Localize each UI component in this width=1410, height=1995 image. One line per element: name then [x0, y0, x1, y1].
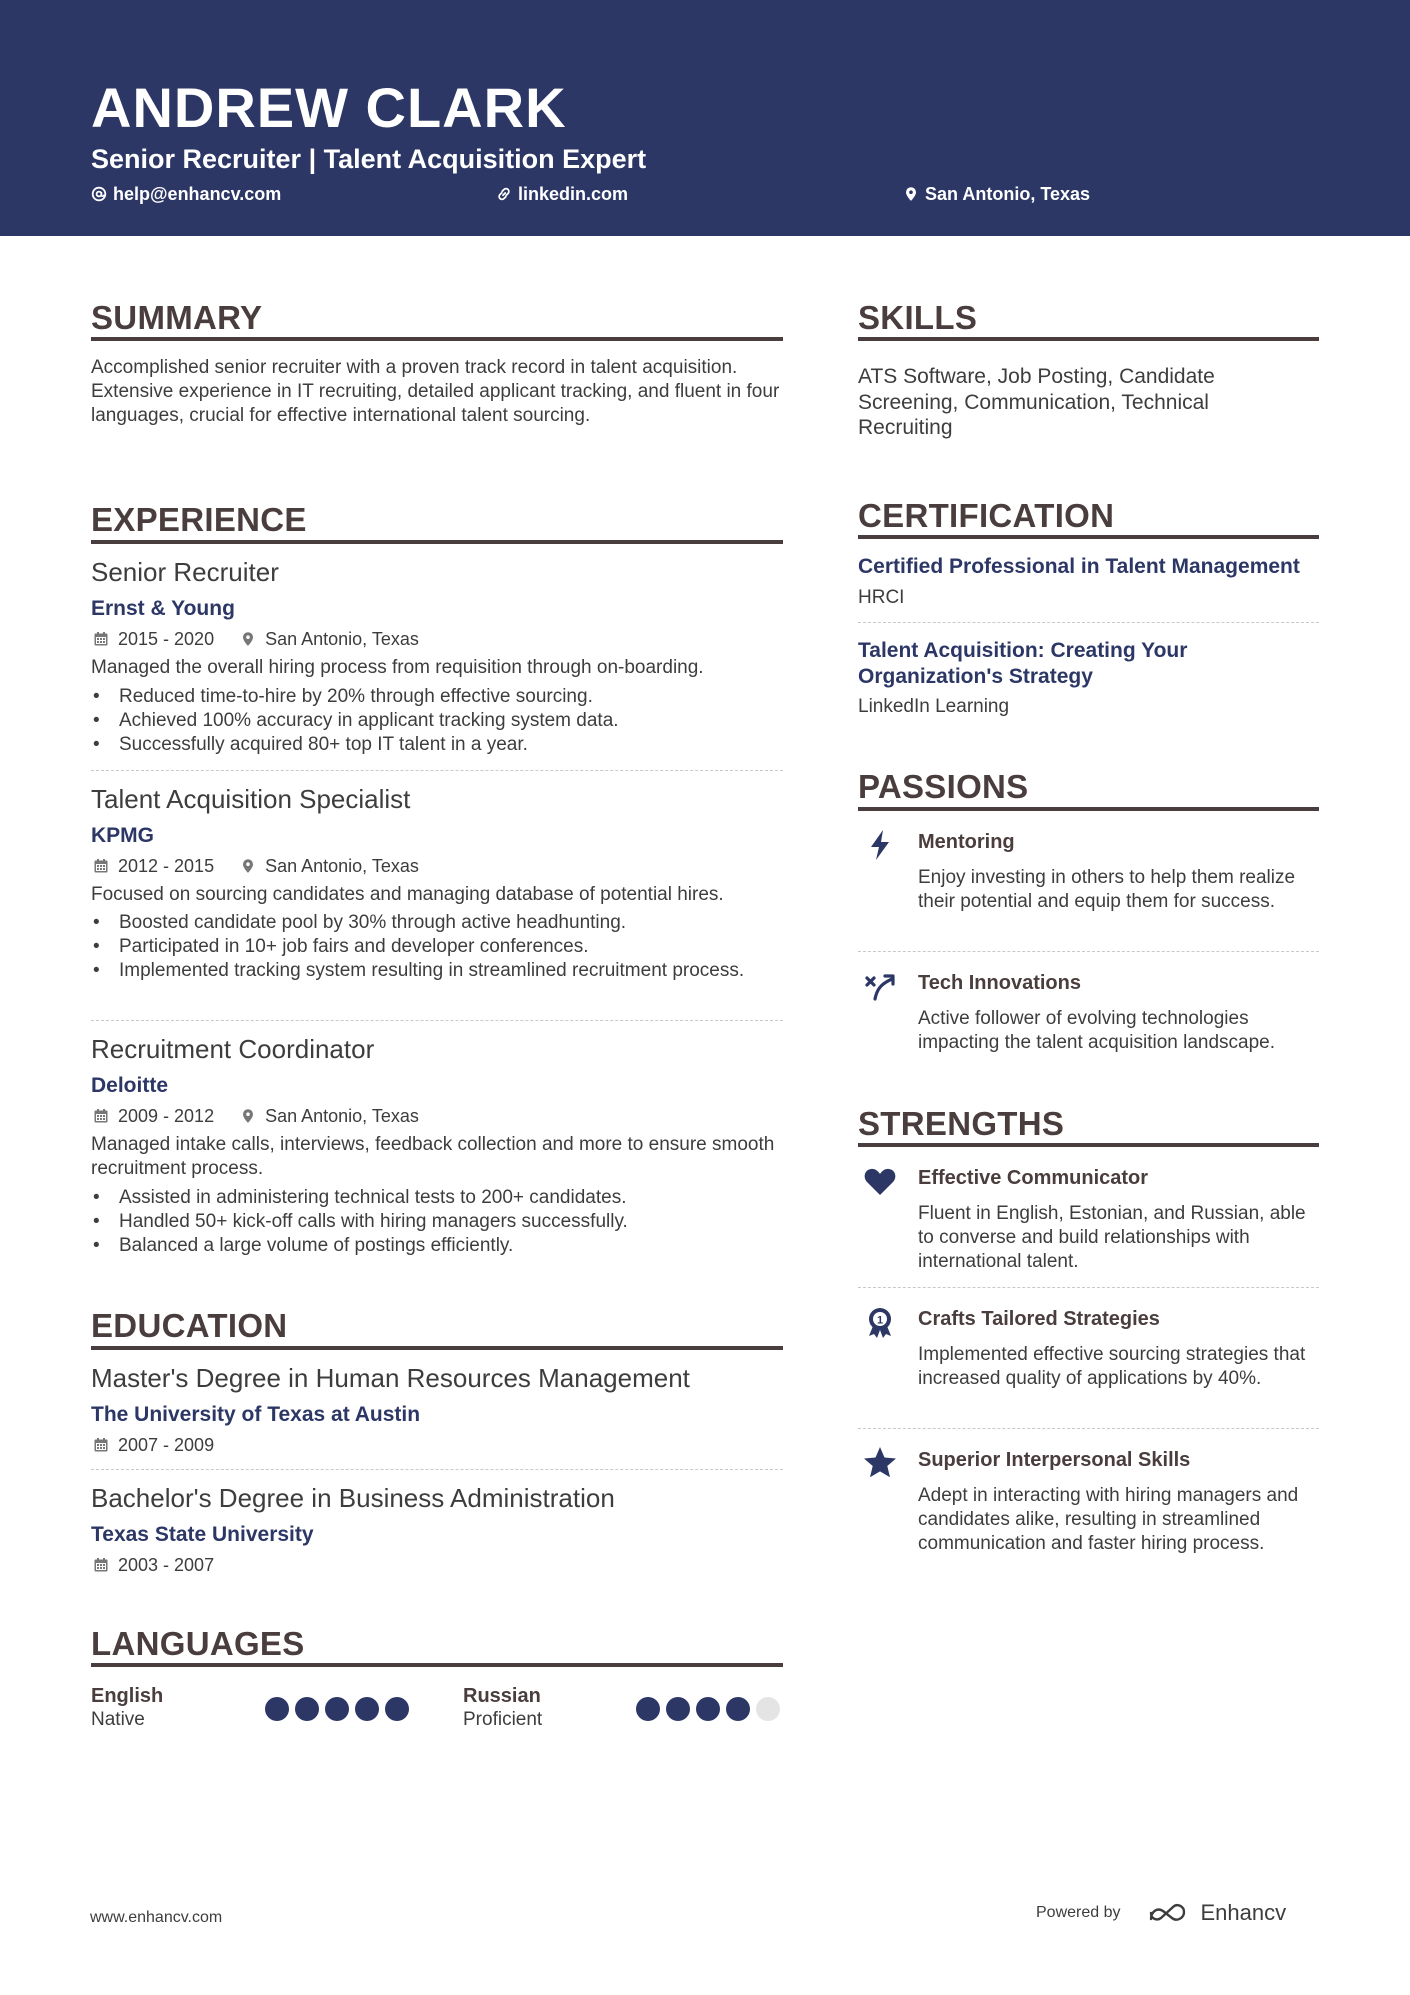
experience-heading: EXPERIENCE — [91, 501, 307, 538]
languages-heading: LANGUAGES — [91, 1625, 305, 1662]
candidate-name: ANDREW CLARK — [91, 76, 567, 139]
job-role: Senior Recruiter — [91, 557, 279, 587]
skills-rule — [858, 337, 1319, 341]
summary-rule — [91, 337, 783, 341]
languages-rule — [91, 1663, 783, 1667]
link-icon — [496, 186, 512, 202]
candidate-title: Senior Recruiter | Talent Acquisition Expert — [91, 144, 647, 174]
language-name: Russian — [463, 1685, 541, 1707]
school-name: Texas State University — [91, 1523, 314, 1546]
strength-title: Crafts Tailored Strategies — [918, 1308, 1160, 1330]
job-company: Deloitte — [91, 1074, 169, 1097]
certificate-title: Certified Professional in Talent Management — [858, 555, 1300, 578]
job-company: KPMG — [91, 824, 154, 847]
summary-heading: SUMMARY — [91, 299, 263, 336]
job-role: Talent Acquisition Specialist — [91, 784, 411, 814]
education-meta — [93, 1553, 214, 1577]
job-location: San Antonio, Texas — [265, 629, 419, 649]
skills-list: ATS Software, Job Posting, Candidate Screening, Communication, Technical Recruiting — [858, 365, 1215, 439]
degree-title: Master's Degree in Human Resources Management — [91, 1363, 690, 1393]
education-dates: 2007 - 2009 — [118, 1435, 215, 1455]
rating-dot-filled — [385, 1697, 409, 1721]
divider — [91, 1469, 783, 1470]
summary-text: Accomplished senior recruiter with a proven track record in talent acquisition. Extensive experience in IT recruiting, detailed applicant tracking, and fluent in four languages, crucial for effective international talent sourcing. — [91, 357, 780, 426]
job-location: San Antonio, Texas — [265, 856, 419, 876]
rating-dot-filled — [295, 1697, 319, 1721]
job-bullet: • Participated in 10+ job fairs and developer conferences. — [91, 935, 783, 959]
job-meta — [93, 1104, 419, 1128]
linkedin-contact[interactable] — [496, 182, 628, 206]
job-bullet: • Balanced a large volume of postings efficiently. — [91, 1234, 783, 1258]
divider — [858, 622, 1319, 623]
skills-heading: SKILLS — [858, 299, 978, 336]
map-pin-icon — [240, 1108, 256, 1124]
education-rule — [91, 1346, 783, 1350]
strengths-rule — [858, 1143, 1319, 1147]
map-pin-icon — [240, 858, 256, 874]
calendar-icon — [93, 1557, 109, 1573]
map-pin-icon — [240, 631, 256, 647]
education-dates: 2003 - 2007 — [118, 1555, 215, 1575]
language-rating — [636, 1697, 780, 1721]
job-bullet: • Successfully acquired 80+ top IT talent in a year. — [91, 733, 783, 757]
calendar-icon — [93, 858, 109, 874]
rating-dot-filled — [265, 1697, 289, 1721]
calendar-icon — [93, 1437, 109, 1453]
divider — [858, 951, 1319, 952]
star-icon — [860, 1443, 900, 1483]
map-pin-icon — [903, 186, 919, 202]
at-sign-icon — [91, 186, 107, 202]
passion-title: Tech Innovations — [918, 972, 1081, 994]
enhancv-logo-icon — [1147, 1900, 1193, 1926]
powered-by-text: Powered by — [1036, 1904, 1121, 1921]
svg-text:1: 1 — [876, 1314, 884, 1327]
calendar-icon — [93, 1108, 109, 1124]
job-role: Recruitment Coordinator — [91, 1034, 375, 1064]
language-level: Native — [91, 1709, 145, 1730]
job-meta — [93, 627, 419, 651]
lightning-bolt-icon — [860, 825, 900, 865]
rating-dot-filled — [696, 1697, 720, 1721]
job-dates: 2012 - 2015 — [118, 856, 215, 876]
passions-rule — [858, 807, 1319, 811]
rating-dot-filled — [325, 1697, 349, 1721]
job-bullet: • Reduced time-to-hire by 20% through effective sourcing. — [91, 685, 783, 709]
job-description: Managed intake calls, interviews, feedback collection and more to ensure smooth recruitment process. — [91, 1134, 775, 1179]
job-bullets — [91, 1186, 783, 1258]
divider — [858, 1428, 1319, 1429]
certification-heading: CERTIFICATION — [858, 497, 1115, 534]
location-contact — [903, 182, 1090, 206]
certification-rule — [858, 535, 1319, 539]
job-bullet: • Boosted candidate pool by 30% through active headhunting. — [91, 911, 783, 935]
footer-branding — [1036, 1900, 1286, 1926]
certificate-issuer: LinkedIn Learning — [858, 696, 1010, 717]
job-description: Focused on sourcing candidates and managing database of potential hires. — [91, 884, 724, 905]
calendar-icon — [93, 631, 109, 647]
passion-title: Mentoring — [918, 831, 1015, 853]
heart-icon — [860, 1161, 900, 1201]
email-contact[interactable] — [91, 182, 281, 206]
strength-text: Implemented effective sourcing strategies that increased quality of applications by 40%. — [918, 1344, 1306, 1389]
rating-dot-empty — [756, 1697, 780, 1721]
language-level: Proficient — [463, 1709, 543, 1730]
experience-rule — [91, 540, 783, 544]
job-dates: 2015 - 2020 — [118, 629, 215, 649]
certificate-issuer: HRCI — [858, 587, 905, 608]
job-bullets — [91, 911, 783, 983]
strength-text: Adept in interacting with hiring managers and candidates alike, resulting in streamlined communication and faster hiring process. — [918, 1485, 1299, 1554]
strength-title: Effective Communicator — [918, 1167, 1149, 1189]
strength-text: Fluent in English, Estonian, and Russian, able to converse and build relationships with international talent. — [918, 1203, 1306, 1272]
certificate-title: Talent Acquisition: Creating Your Organization's Strategy — [858, 639, 1188, 688]
divider — [91, 770, 783, 771]
header-banner — [0, 0, 1410, 236]
strength-title: Superior Interpersonal Skills — [918, 1449, 1191, 1471]
enhancv-logo[interactable] — [1147, 1900, 1287, 1926]
email-text: help@enhancv.com — [113, 184, 282, 204]
divider — [858, 1287, 1319, 1288]
job-bullet: • Implemented tracking system resulting in streamlined recruitment process. — [91, 959, 783, 983]
route-arrow-icon — [860, 966, 900, 1006]
award-ribbon-icon — [860, 1302, 900, 1342]
rating-dot-filled — [636, 1697, 660, 1721]
job-location: San Antonio, Texas — [265, 1106, 419, 1126]
strengths-heading: STRENGTHS — [858, 1105, 1065, 1142]
location-text: San Antonio, Texas — [925, 184, 1091, 204]
school-name: The University of Texas at Austin — [91, 1403, 421, 1426]
passions-heading: PASSIONS — [858, 768, 1029, 805]
job-description: Managed the overall hiring process from requisition through on-boarding. — [91, 657, 704, 678]
job-meta — [93, 854, 419, 878]
job-bullet: • Achieved 100% accuracy in applicant tracking system data. — [91, 709, 783, 733]
education-heading: EDUCATION — [91, 1307, 288, 1344]
job-company: Ernst & Young — [91, 597, 235, 620]
job-bullet: • Handled 50+ kick-off calls with hiring managers successfully. — [91, 1210, 783, 1234]
rating-dot-filled — [666, 1697, 690, 1721]
divider — [91, 1020, 783, 1021]
footer-website[interactable]: www.enhancv.com — [90, 1909, 223, 1926]
rating-dot-filled — [726, 1697, 750, 1721]
linkedin-text: linkedin.com — [518, 184, 629, 204]
language-name: English — [91, 1685, 164, 1707]
job-dates: 2009 - 2012 — [118, 1106, 215, 1126]
education-meta — [93, 1433, 214, 1457]
language-rating — [265, 1697, 409, 1721]
brand-name: Enhancv — [1200, 1900, 1287, 1925]
passion-text: Active follower of evolving technologies impacting the talent acquisition landscape. — [918, 1008, 1276, 1053]
job-bullet: • Assisted in administering technical tests to 200+ candidates. — [91, 1186, 783, 1210]
rating-dot-filled — [355, 1697, 379, 1721]
passion-text: Enjoy investing in others to help them realize their potential and equip them for success. — [918, 867, 1296, 912]
job-bullets — [91, 685, 783, 757]
degree-title: Bachelor's Degree in Business Administration — [91, 1483, 615, 1513]
